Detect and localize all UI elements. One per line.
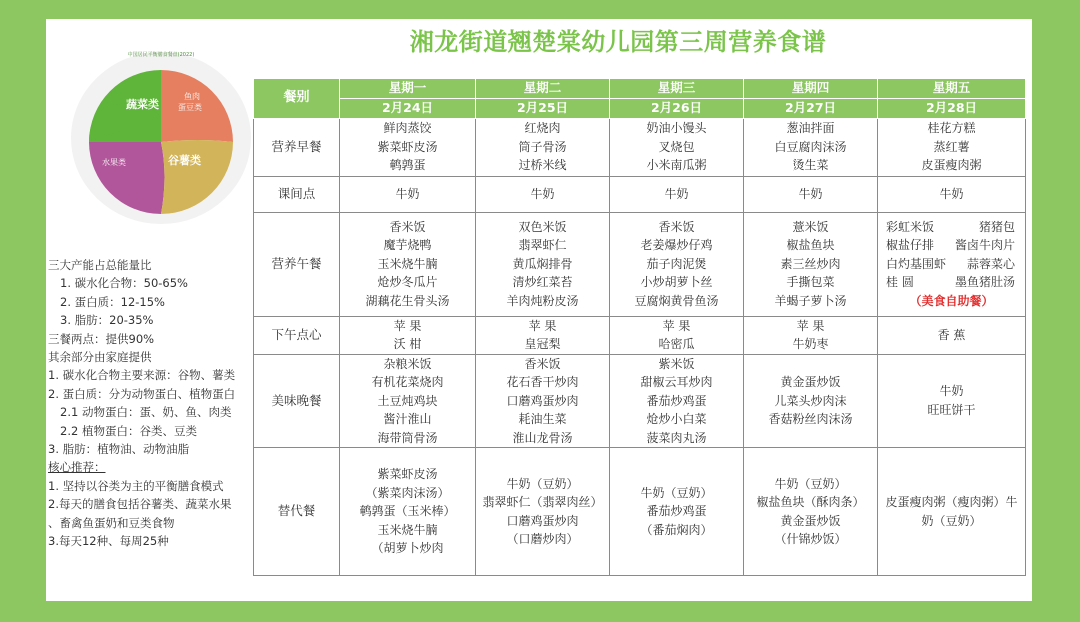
note-line: 3.每天12种、每周25种	[48, 534, 169, 549]
note-line: 三大产能占总能量比	[48, 258, 152, 272]
menu-cell	[878, 448, 1026, 576]
menu-cell	[340, 212, 476, 316]
vegetable-label: 蔬菜类	[126, 98, 159, 111]
menu-row	[254, 448, 1026, 576]
dish-item: 椒盐鱼块	[786, 238, 835, 253]
menu-cell	[476, 176, 610, 212]
fruit-segment	[89, 142, 165, 214]
dish-item: 小炒胡萝卜丝	[640, 275, 713, 290]
note-line: 2. 蛋白质：12-15%	[60, 294, 165, 309]
weekday-header: 星期一	[340, 79, 476, 99]
dish-item: 烫生菜	[792, 158, 829, 173]
menu-cell	[744, 448, 878, 576]
note-line: 2.1 动物蛋白：蛋、奶、鱼、肉类	[60, 405, 232, 420]
date-header: 2月25日	[476, 98, 610, 118]
menu-row	[254, 118, 1026, 176]
dish-item: 手撕包菜	[786, 275, 835, 290]
dish-item: 黄金蛋炒饭	[780, 513, 841, 528]
grain-segment	[161, 140, 233, 214]
dish-item: 清炒红菜苔	[512, 275, 573, 290]
menu-cell	[340, 354, 476, 448]
note-line: 2. 蛋白质：分为动物蛋白、植物蛋白	[48, 386, 236, 401]
buffet-note: （美食自助餐）	[909, 293, 994, 308]
dish-item: 哈密瓜	[658, 337, 695, 351]
weekday-header: 星期四	[744, 79, 878, 99]
dish-item: 香菇粉丝肉沫汤	[768, 412, 853, 426]
menu-cell	[476, 316, 610, 354]
dish-pair	[878, 273, 1025, 292]
menu-cell	[340, 176, 476, 212]
dish-item: 菠菜肉丸汤	[646, 430, 707, 445]
dish-item: 玉米烧牛腩	[377, 522, 438, 537]
dish-item: （什锦炒饭）	[774, 532, 847, 546]
dish-item: 蒸红薯	[933, 139, 970, 154]
note-line: 3. 脂肪：植物油、动物油脂	[48, 442, 190, 457]
dish-item: 牛奶	[798, 186, 823, 201]
dish-item: 儿菜头炒肉沫	[774, 393, 847, 408]
menu-cell	[610, 212, 744, 316]
menu-table-header	[254, 79, 1026, 119]
dish-item: 叉烧包	[658, 139, 695, 154]
dish-item: 白灼基围虾	[886, 256, 947, 271]
menu-cell	[744, 212, 878, 316]
weekday-header: 星期五	[878, 79, 1026, 99]
menu-cell	[878, 212, 1026, 316]
note-line: 3. 脂肪：20-35%	[60, 313, 154, 328]
dish-item: 墨鱼猪肚汤	[954, 275, 1015, 290]
note-line: 1. 碳水化合物主要来源：谷物、薯类	[48, 368, 236, 383]
note-line: 三餐两点：提供90%	[48, 331, 155, 346]
menu-cell	[610, 448, 744, 576]
dish-item: 羊肉炖粉皮汤	[506, 293, 579, 308]
dish-item: 白豆腐肉沫汤	[774, 139, 847, 154]
menu-row	[254, 212, 1026, 316]
meal-label: 课间点	[254, 176, 340, 212]
menu-cell	[744, 176, 878, 212]
dish-item: 苹 果	[528, 318, 557, 333]
meal-label: 营养早餐	[254, 118, 340, 176]
note-line: 其余部分由家庭提供	[48, 350, 152, 365]
protein-label-2: 蛋豆类	[178, 103, 202, 112]
dish-item: 苹 果	[662, 318, 691, 333]
dish-item: 香米饭	[658, 219, 695, 234]
dish-item: 番茄炒鸡蛋	[646, 504, 707, 519]
dish-item: 桂花方糕	[927, 121, 976, 136]
dish-item: 香米饭	[524, 356, 561, 371]
dish-item: 甜椒云耳炒肉	[640, 375, 713, 389]
menu-cell	[744, 316, 878, 354]
dish-item: 牛奶	[395, 186, 420, 201]
weekday-header: 星期二	[476, 79, 610, 99]
dish-item: 鲜肉蒸饺	[383, 121, 432, 136]
dish-item: （紫菜肉沫汤）	[365, 485, 450, 500]
dish-item: 茄子肉泥煲	[646, 256, 707, 271]
dish-item: 牛奶（豆奶）	[640, 485, 713, 500]
menu-cell	[476, 448, 610, 576]
dish-item: 薏米饭	[792, 219, 829, 234]
menu-cell	[878, 176, 1026, 212]
dish-item: 牛奶	[530, 186, 555, 201]
fruit-label: 水果类	[102, 158, 126, 167]
menu-row	[254, 354, 1026, 448]
balanced-diet-plate	[68, 46, 254, 226]
weekday-header: 星期三	[610, 79, 744, 99]
dish-item: 炝炒小白菜	[646, 412, 707, 426]
dish-item: 翡翠虾仁（翡翠肉丝）	[482, 495, 603, 509]
dish-item: 花石香干炒肉	[506, 375, 579, 389]
note-line: 1. 碳水化合物：50-65%	[60, 276, 188, 291]
dish-item: 皮蛋瘦肉粥（瘦肉粥）牛	[885, 495, 1018, 509]
page-title: 湘龙街道翘楚棠幼儿园第三周营养食谱	[409, 28, 827, 56]
dish-item: 猪猪包	[978, 219, 1015, 234]
dish-item: 有机花菜烧肉	[371, 375, 444, 389]
dish-item: 翡翠虾仁	[518, 238, 567, 253]
dish-item: 香 蕉	[937, 327, 966, 342]
dish-item: 湖藕花生骨头汤	[365, 293, 450, 308]
dish-item: 淮山龙骨汤	[512, 430, 573, 445]
dish-item: 紫米饭	[658, 356, 695, 371]
menu-cell	[340, 316, 476, 354]
menu-cell	[744, 118, 878, 176]
menu-cell	[340, 448, 476, 576]
dish-item: 彩虹米饭	[886, 219, 935, 234]
dish-item: 香米饭	[389, 219, 426, 234]
dish-item: 皮蛋瘦肉粥	[921, 158, 982, 173]
dish-item: 牛奶	[939, 186, 964, 201]
grain-label: 谷薯类	[168, 154, 201, 167]
dish-item: 葱油拌面	[786, 121, 835, 136]
menu-cell	[610, 176, 744, 212]
meal-label: 美味晚餐	[254, 354, 340, 448]
menu-cell	[878, 354, 1026, 448]
dish-item: 牛奶	[664, 186, 689, 201]
plate-caption: 中国居民平衡膳食餐盘(2022)	[127, 52, 195, 58]
menu-table-body	[254, 118, 1026, 576]
menu-cell	[744, 354, 878, 448]
dish-item: 老姜爆炒仔鸡	[640, 238, 713, 253]
meal-column-header: 餐别	[254, 79, 340, 119]
dish-item: 桂 圆	[886, 275, 914, 290]
dish-item: 魔芋烧鸭	[383, 238, 432, 253]
dish-item: 牛奶（豆奶）	[774, 476, 847, 491]
note-line: 2.每天的膳食包括谷薯类、蔬菜水果	[48, 497, 232, 512]
dish-item: 玉米烧牛腩	[377, 256, 438, 271]
dish-item: （口蘑炒肉）	[506, 532, 579, 546]
nutrition-notes	[48, 256, 258, 551]
dish-item: 杂粮米饭	[383, 356, 432, 371]
dish-item: 过桥米线	[518, 158, 567, 173]
note-line: 核心推荐：	[48, 460, 106, 475]
dish-pair	[878, 236, 1025, 255]
dish-item: 素三丝炒肉	[780, 256, 841, 271]
dish-item: 海带筒骨汤	[377, 430, 438, 445]
menu-cell	[340, 118, 476, 176]
protein-label-1: 鱼肉	[184, 92, 200, 101]
dish-item: 耗油生菜	[518, 412, 567, 426]
note-line: 2.2 植物蛋白：谷类、豆类	[60, 423, 197, 438]
dish-item: 黄金蛋炒饭	[780, 375, 841, 389]
note-line: 、畜禽鱼蛋奶和豆类食物	[48, 515, 175, 530]
dish-item: 口蘑鸡蛋炒肉	[506, 513, 579, 528]
dish-item: 紫菜虾皮汤	[377, 139, 438, 154]
dish-item: 牛奶枣	[792, 337, 829, 351]
menu-cell	[878, 118, 1026, 176]
menu-cell	[878, 316, 1026, 354]
date-header: 2月27日	[744, 98, 878, 118]
weekly-menu-table	[253, 78, 1026, 576]
dish-item: 番茄炒鸡蛋	[646, 393, 707, 408]
dish-item: 酱卤牛肉片	[954, 238, 1015, 253]
date-header: 2月24日	[340, 98, 476, 118]
dish-item: 羊蝎子萝卜汤	[774, 293, 847, 308]
dish-item: 红烧肉	[524, 121, 561, 136]
dish-item: （番茄焖肉）	[640, 522, 713, 537]
dish-item: 椒盐仔排	[886, 238, 935, 253]
dish-item: 旺旺饼干	[927, 402, 976, 417]
dish-item: 紫菜虾皮汤	[377, 467, 438, 482]
dish-item: 苹 果	[796, 318, 825, 333]
dish-pair	[878, 218, 1025, 237]
dish-item: 牛奶（豆奶）	[506, 476, 579, 491]
note-line: 1. 坚持以谷类为主的平衡膳食模式	[48, 478, 224, 493]
menu-cell	[476, 354, 610, 448]
dish-item: 皇冠梨	[524, 337, 561, 351]
menu-row	[254, 316, 1026, 354]
dish-item: 牛奶	[939, 384, 964, 399]
dish-item: 酱汁淮山	[383, 412, 432, 426]
dish-item: 沃 柑	[393, 337, 422, 351]
meal-label: 营养午餐	[254, 212, 340, 316]
menu-row	[254, 176, 1026, 212]
dish-item: （胡萝卜炒肉	[371, 541, 444, 556]
dish-item: 小米南瓜粥	[646, 158, 707, 173]
dish-item: 奶（豆奶）	[921, 513, 982, 528]
dish-item: 椒盐鱼块（酥肉条）	[756, 495, 865, 509]
dish-item: 筒子骨汤	[518, 139, 567, 154]
dish-item: 鹌鹑蛋	[389, 158, 426, 173]
menu-cell	[610, 118, 744, 176]
menu-cell	[610, 354, 744, 448]
dish-item: 鹌鹑蛋（玉米棒）	[359, 504, 456, 519]
dish-pair	[878, 255, 1025, 274]
dish-item: 豆腐焖黄骨鱼汤	[634, 293, 719, 308]
dish-item: 奶油小馒头	[646, 121, 707, 136]
dish-item: 双色米饭	[518, 219, 567, 234]
dish-item: 苹 果	[393, 318, 422, 333]
date-header: 2月26日	[610, 98, 744, 118]
menu-cell	[610, 316, 744, 354]
dish-item: 口蘑鸡蛋炒肉	[506, 393, 579, 408]
dish-item: 蒜蓉菜心	[966, 256, 1015, 271]
meal-label: 下午点心	[254, 316, 340, 354]
date-header: 2月28日	[878, 98, 1026, 118]
meal-label: 替代餐	[254, 448, 340, 576]
menu-cell	[476, 118, 610, 176]
dish-item: 黄瓜焖排骨	[512, 256, 573, 271]
dish-item: 炝炒冬瓜片	[377, 275, 438, 290]
menu-cell	[476, 212, 610, 316]
dish-item: 土豆炖鸡块	[377, 393, 438, 408]
